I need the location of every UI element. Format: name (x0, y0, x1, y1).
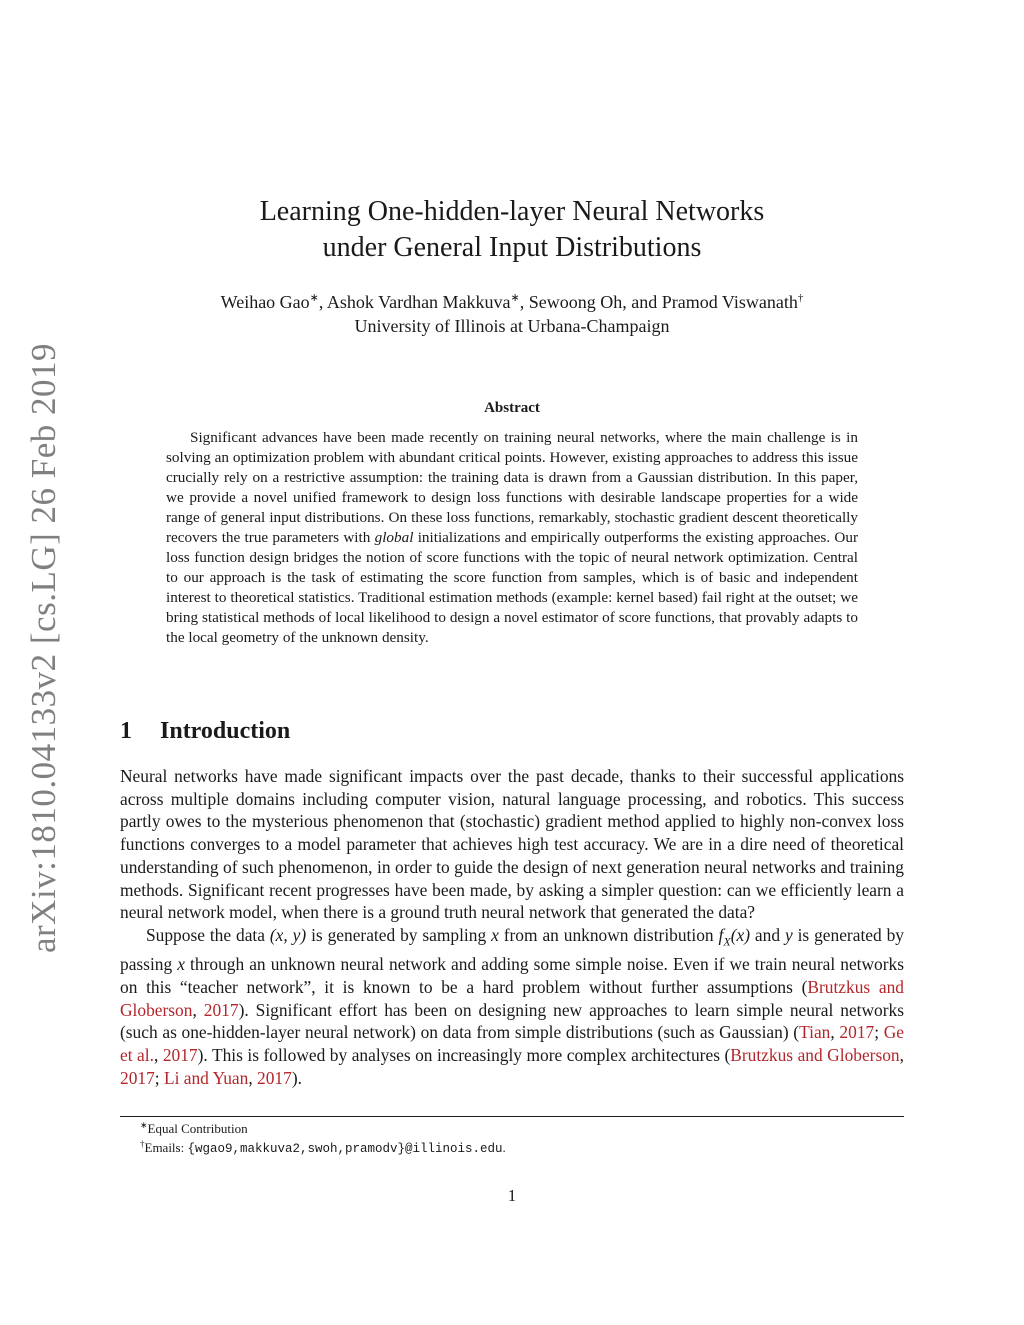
section-title: Introduction (160, 718, 291, 744)
abstract-text: initializations and empirically outperforms the existing approaches. Our loss function design bridges the notion of score functions with the topic of neural network optimization. Central to our approach is the task of estimating the score function from samples, which is of basic and independent interest to theoretical statistics. Traditional estimation methods (example: kernel based) fail right at the outset; we bring statistical methods of local likelihood to design a novel estimator of score functions, that provably adapts to the local geometry of the unknown density. (166, 529, 859, 646)
footnote-text: Emails: (144, 1140, 188, 1155)
citation-link[interactable]: 2017 (257, 1067, 292, 1088)
footnote-text: Equal Contribution (147, 1121, 248, 1136)
text: , (830, 1022, 840, 1043)
paragraph (120, 924, 904, 1089)
math-inline: x (177, 954, 185, 975)
author-list: Weihao Gao∗, Ashok Vardhan Makkuva∗, Sewoong Oh, and Pramod Viswanath† (220, 292, 804, 312)
citation-link[interactable]: Li and Yuan (163, 1067, 249, 1088)
footnote-mark: ∗ (140, 1120, 148, 1130)
citation-link[interactable]: Brutzkus and Globerson (120, 976, 904, 1020)
email-addresses[interactable]: {wgao9,makkuva2,swoh,pramodv}@illinois.edu (187, 1142, 503, 1156)
affiliation: University of Illinois at Urbana-Champaign (354, 316, 670, 336)
section-number: 1 (120, 718, 132, 744)
math-inline: $f_X(x)$ (718, 924, 751, 949)
text: , (899, 1044, 904, 1065)
citation-link[interactable]: Ge et al. (120, 1022, 905, 1065)
math-inline: (x, y) (269, 924, 307, 945)
text: Suppose the data (146, 924, 270, 945)
title-line-2: under General Input Distributions (322, 232, 702, 263)
footnote-rule (120, 1116, 904, 1117)
citation-link[interactable]: 2017 (162, 1044, 198, 1065)
text: and (750, 924, 785, 945)
math-inline: x (491, 924, 499, 945)
author-name: Pramod Viswanath (661, 292, 798, 312)
footnote-2 (140, 1139, 506, 1158)
arxiv-identifier: arXiv:1810.04133v2 [cs.LG] 26 Feb 2019 (24, 342, 63, 954)
citation-link[interactable]: 2017 (203, 999, 239, 1020)
text: , (153, 1044, 163, 1065)
text: from an unknown distribution (498, 924, 719, 945)
paragraph: Neural networks have made significant impacts over the past decade, thanks to their successful applications across multiple domains including computer vision, natural language processing, and robotics. This success partly owes to the mysterious phenomenon that (stochastic) gradient method applied to highly non-convex loss functions converges to a model parameter that achieves high test accuracy. We are in a dire need of theoretical understanding of such phenomenon, in order to guide the design of next generation neural networks and training methods. Significant recent progresses have been made, by asking a simpler question: can we efficiently learn a neural network model, when there is a ground truth neural network that generated the data? (120, 766, 904, 923)
footnote-text: . (502, 1140, 506, 1155)
footnote-1 (140, 1120, 248, 1138)
footnote-mark: ∗ (510, 292, 520, 304)
footnote-mark: † (140, 1139, 145, 1149)
citation-link[interactable]: Brutzkus and Globerson (730, 1044, 900, 1065)
text: ). This is followed by analyses on increasingly more complex architectures ( (197, 1044, 731, 1065)
citation-link[interactable]: Tian (799, 1022, 831, 1043)
footnote-mark: † (797, 292, 804, 304)
title-line-1: Learning One-hidden-layer Neural Networks (259, 196, 765, 227)
abstract-text: Significant advances have been made recently on training neural networks, where the main challenge is in solving an optimization problem with abundant critical points. However, existing approaches to address this issue crucially rely on a restrictive assumption: the training data is drawn from a Gaussian distribution. In this paper, we provide a novel unified framework to design loss functions with desirable landscape properties for a wide range of general input distributions. On these loss functions, remarkably, stochastic gradient descent theoretically recovers the true parameters with (166, 429, 858, 546)
text: is generated by passing (120, 924, 904, 975)
text: , (248, 1067, 258, 1088)
text: ; (874, 1022, 884, 1043)
paper-title (0, 194, 1024, 266)
text: through an unknown neural network and adding some simple noise. Even if we train neural networks on this “teacher network”, it is known to be a hard problem without further assumptions ( (120, 954, 905, 997)
section-heading (120, 718, 290, 745)
abstract-emphasis: global (374, 529, 414, 546)
author-name: Sewoong Oh (528, 292, 623, 312)
text: ). (291, 1067, 302, 1088)
text: , (192, 999, 204, 1020)
author-name: Ashok Vardhan Makkuva (326, 292, 511, 312)
author-block (0, 290, 1024, 338)
footnote-mark: ∗ (309, 292, 319, 304)
abstract-paragraph (166, 428, 858, 648)
text: is generated by sampling (306, 924, 492, 945)
author-name: Weihao Gao (220, 292, 310, 312)
arxiv-sidebar (22, 342, 66, 954)
text: ). Significant effort has been on designing new approaches to learn simple neural networks (such as one-hidden-layer neural network) on data from simple distributions (such as Gaussian) ( (120, 999, 904, 1043)
abstract-body (166, 428, 858, 648)
text: ; (154, 1067, 164, 1088)
page-number: 1 (507, 1186, 517, 1205)
abstract-heading: Abstract (484, 400, 540, 416)
citation-link[interactable]: 2017 (839, 1022, 875, 1043)
math-inline: y (784, 924, 793, 945)
citation-link[interactable]: 2017 (120, 1067, 155, 1088)
body-text (120, 765, 904, 1089)
